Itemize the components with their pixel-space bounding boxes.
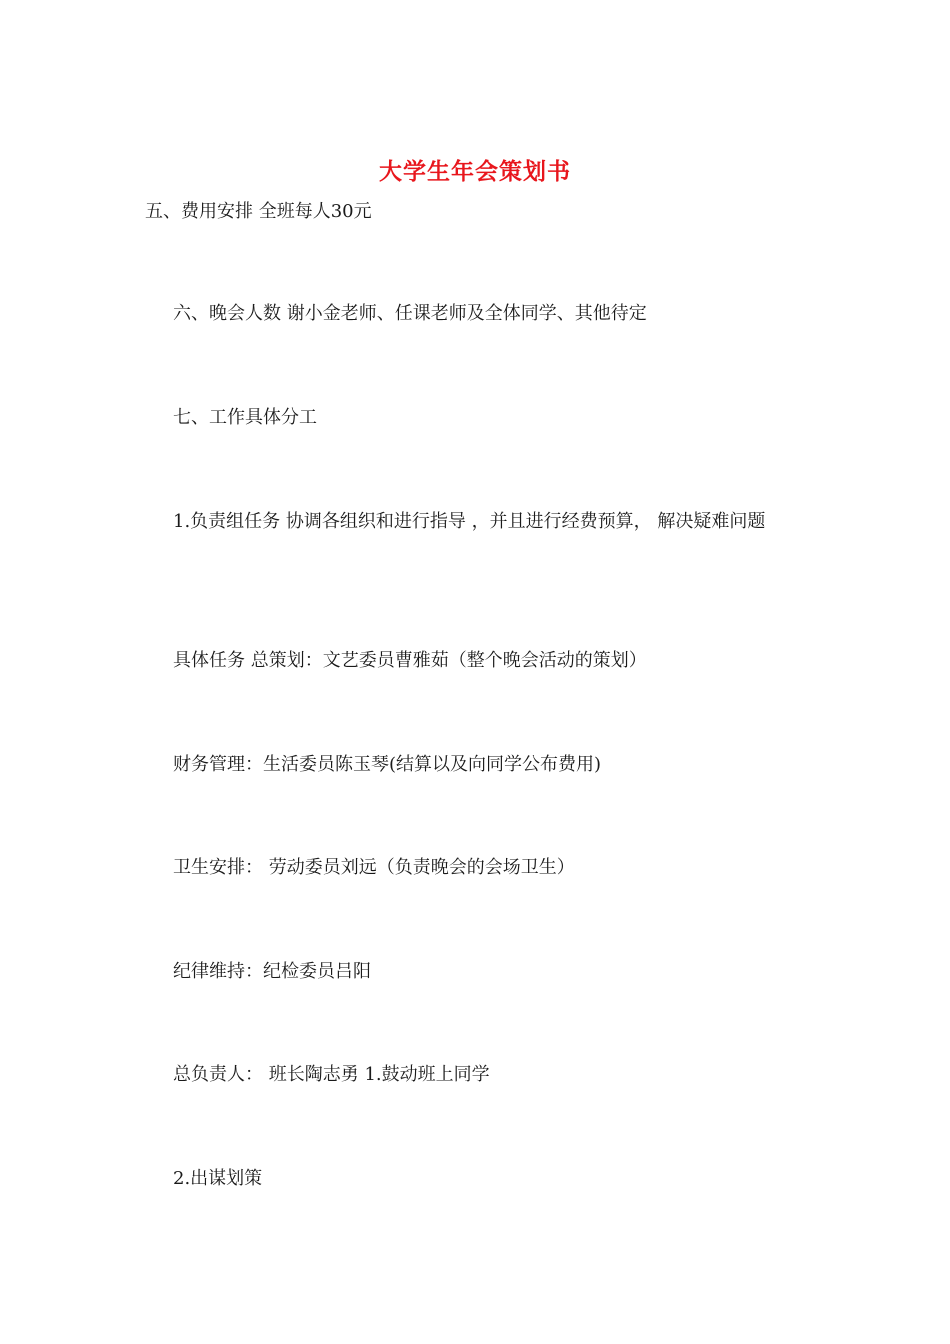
paragraph-leader-group: 1.负责组任务 协调各组织和进行指导 ，并且进行经费预算， 解决疑难问题 xyxy=(173,511,766,532)
paragraph-strategy: 2.出谋划策 xyxy=(173,1168,263,1189)
paragraph-finance: 财务管理：生活委员陈玉琴(结算以及向同学公布费用) xyxy=(173,754,602,775)
paragraph-general-manager: 总负责人： 班长陶志勇 1.鼓动班上同学 xyxy=(173,1064,490,1085)
paragraph-attendees: 六、晚会人数 谢小金老师、任课老师及全体同学、其他待定 xyxy=(173,303,647,324)
paragraph-hygiene: 卫生安排： 劳动委员刘远（负责晚会的会场卫生） xyxy=(173,857,575,878)
paragraph-work-division: 七、工作具体分工 xyxy=(173,407,317,428)
paragraph-chief-planner: 具体任务 总策划：文艺委员曹雅茹（整个晚会活动的策划） xyxy=(173,650,647,671)
paragraph-expense: 五、费用安排 全班每人30元 xyxy=(145,201,372,222)
document-title: 大学生年会策划书 xyxy=(379,158,571,185)
paragraph-discipline: 纪律维持：纪检委员吕阳 xyxy=(173,961,371,982)
